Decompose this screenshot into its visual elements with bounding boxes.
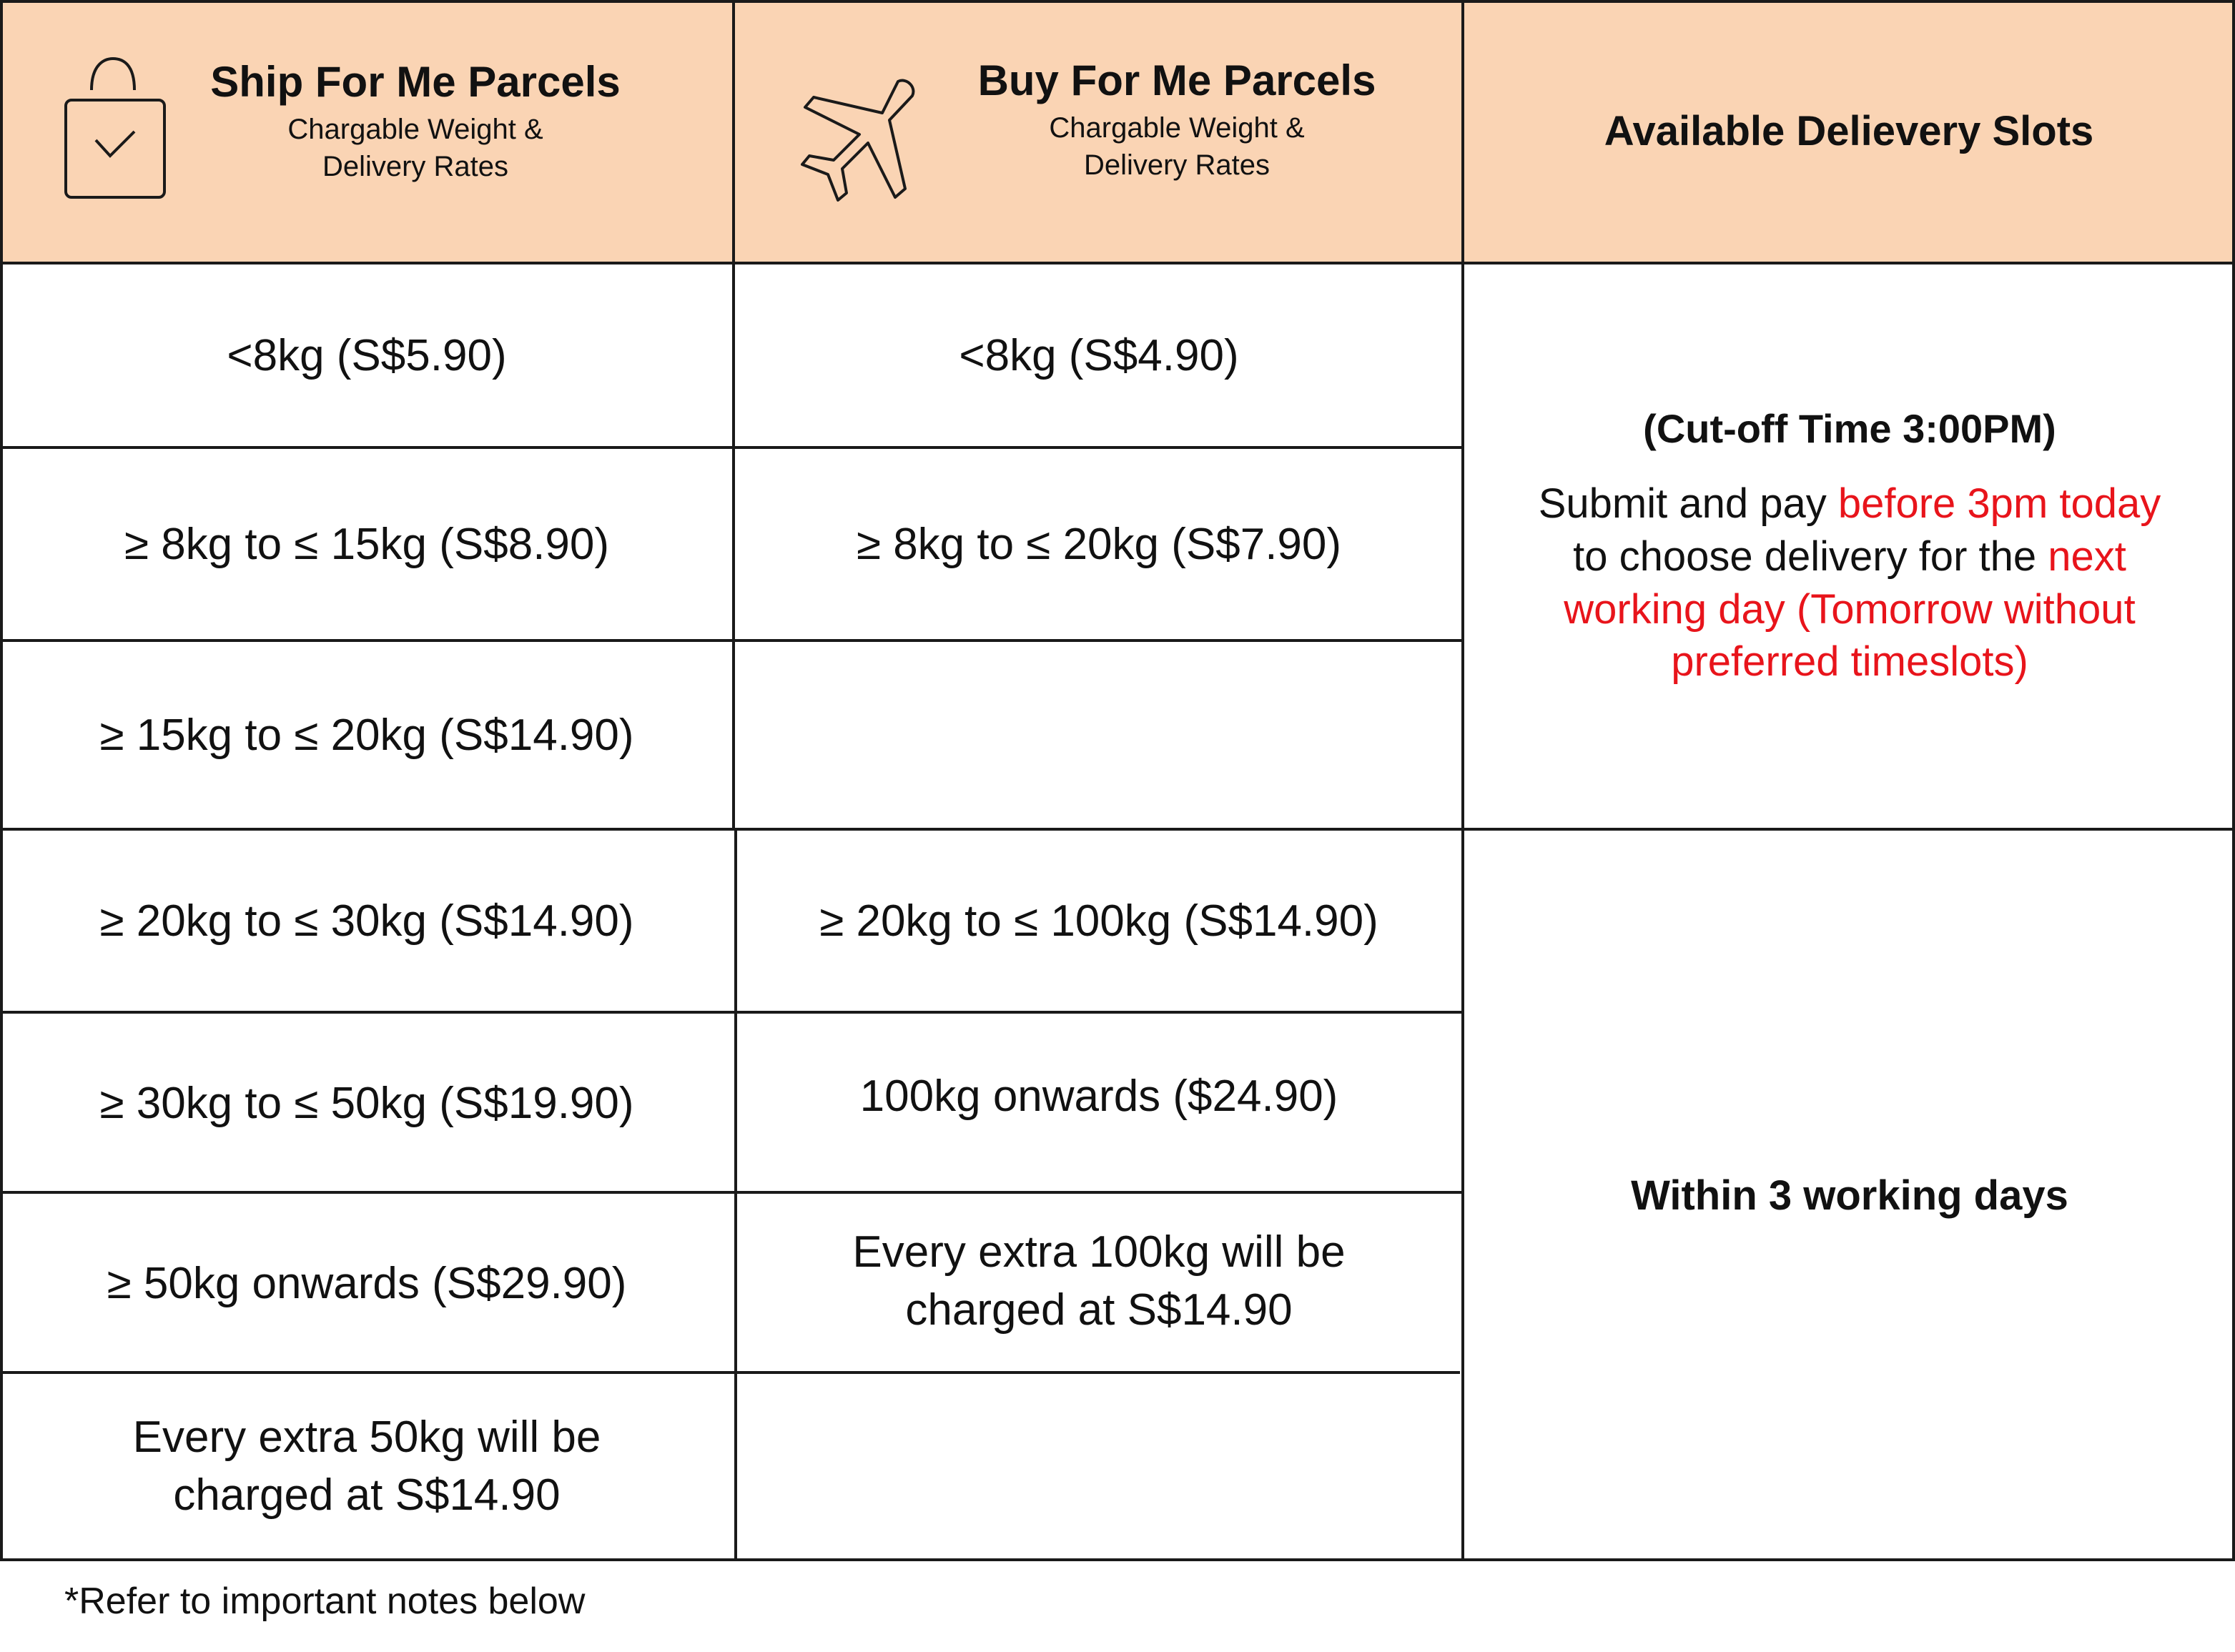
cutoff-description xyxy=(1539,478,2161,688)
grid-line xyxy=(0,446,1463,449)
slots-header-title: Available Delievery Slots xyxy=(1604,108,2094,155)
slot-within-3-days xyxy=(1464,831,2235,1560)
ship-header-title: Ship For Me Parcels xyxy=(210,58,621,106)
buy-extra-rate xyxy=(735,1192,1463,1371)
ship-extra-line1: Every extra 50kg will be xyxy=(132,1413,601,1463)
ship-rate-row-5: ≥ 30kg to ≤ 50kg (S$19.90) xyxy=(99,1079,634,1129)
buy-rate-row-5: 100kg onwards ($24.90) xyxy=(859,1072,1338,1122)
ship-rate-row-6: ≥ 50kg onwards (S$29.90) xyxy=(107,1259,627,1309)
buy-rate-row-2: ≥ 8kg to ≤ 20kg (S$7.90) xyxy=(856,520,1342,570)
buy-rate-row-1: <8kg (S$4.90) xyxy=(959,331,1239,381)
grid-line xyxy=(0,262,2235,264)
grid-line xyxy=(0,1558,2235,1561)
header-delivery-slots xyxy=(1463,0,2235,263)
airplane-icon xyxy=(791,74,919,203)
grid-line xyxy=(0,0,2235,3)
grid-line xyxy=(2232,0,2235,1561)
ship-extra-rate xyxy=(0,1374,734,1560)
ship-rate-row-2: ≥ 8kg to ≤ 15kg (S$8.90) xyxy=(124,520,610,570)
buy-header-subtitle-line1: Chargable Weight & xyxy=(1049,112,1305,144)
cutoff-text-preferred-timeslots: preferred timeslots) xyxy=(1671,638,2028,686)
buy-header-title: Buy For Me Parcels xyxy=(977,56,1376,104)
shopping-bag-check-icon xyxy=(63,56,167,200)
header-ship-for-me xyxy=(0,0,734,263)
footnote: *Refer to important notes below xyxy=(64,1581,586,1622)
cutoff-time-title: (Cut-off Time 3:00PM) xyxy=(1643,406,2056,452)
grid-line xyxy=(0,0,3,1561)
ship-rate-row-3: ≥ 15kg to ≤ 20kg (S$14.90) xyxy=(99,711,634,761)
cutoff-text-c: to choose delivery for the xyxy=(1573,533,2048,580)
ship-extra-line2: charged at S$14.90 xyxy=(173,1470,561,1520)
ship-rate-row-1: <8kg (S$5.90) xyxy=(227,331,507,381)
grid-line xyxy=(0,1011,1463,1014)
ship-rate-row-4: ≥ 20kg to ≤ 30kg (S$14.90) xyxy=(99,896,634,946)
grid-line xyxy=(0,639,1463,642)
grid-line xyxy=(732,0,735,831)
slot-next-day xyxy=(1464,264,2235,829)
cutoff-text-a: Submit and pay xyxy=(1538,480,1838,528)
buy-extra-line1: Every extra 100kg will be xyxy=(852,1227,1346,1277)
cutoff-text-next: next xyxy=(2048,533,2126,580)
buy-rate-row-7-empty xyxy=(735,1374,1463,1560)
ship-header-subtitle-line2: Delivery Rates xyxy=(322,151,509,182)
buy-extra-line2: charged at S$14.90 xyxy=(905,1285,1293,1335)
grid-line xyxy=(1461,0,1464,1561)
grid-line xyxy=(0,1371,1460,1374)
grid-line xyxy=(0,1191,1463,1194)
ship-header-subtitle-line1: Chargable Weight & xyxy=(287,114,543,145)
within-3-working-days: Within 3 working days xyxy=(1631,1172,2068,1219)
header-buy-for-me xyxy=(734,0,1463,263)
buy-rate-row-3-empty xyxy=(735,642,1463,829)
buy-header-subtitle-line2: Delivery Rates xyxy=(1083,149,1271,181)
grid-line xyxy=(734,831,737,1561)
buy-rate-row-4: ≥ 20kg to ≤ 100kg (S$14.90) xyxy=(819,896,1378,946)
grid-line xyxy=(0,828,2235,831)
cutoff-text-working-day: working day (Tomorrow without xyxy=(1564,585,2136,633)
cutoff-text-before-3pm: before 3pm today xyxy=(1837,480,2161,528)
